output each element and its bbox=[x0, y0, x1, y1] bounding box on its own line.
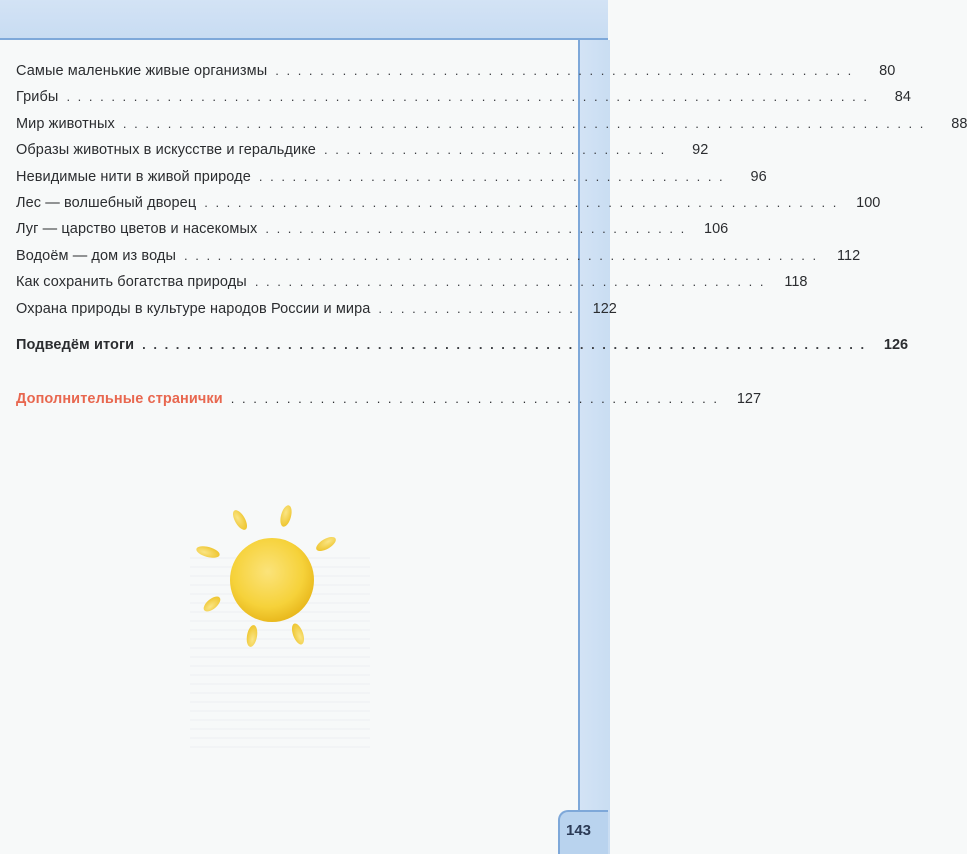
toc-entry[interactable] bbox=[16, 58, 896, 84]
toc-leader-dots: . . . . . . . . . . . . . . . . . . . . . . . . . . . . . . . . . . . . . . . . . . . . . . . . . . . . . . . . . . . . . . . . . bbox=[142, 336, 867, 352]
toc-entry-page: 88 bbox=[951, 115, 967, 132]
toc-entry-title: Как сохранить богатства природы bbox=[16, 274, 247, 291]
toc-leader-dots: . . . . . . . . . . . . . . . . . . . . . . . . . . . . . . . . . . . . . . . . . . . . . . . . . . . . . . . . . bbox=[204, 194, 839, 210]
toc-entry-title: Охрана природы в культуре народов России и мира bbox=[16, 300, 371, 317]
toc-entry-extra[interactable] bbox=[16, 386, 762, 412]
toc-entry[interactable] bbox=[16, 269, 808, 295]
toc-entry[interactable] bbox=[16, 111, 967, 137]
toc-leader-dots: . . . . . . . . . . . . . . . . . . . . . . . . . . . . . . . . . . . . . . . . . . . . bbox=[230, 391, 720, 407]
toc-entry-title: Мир животных bbox=[16, 115, 115, 132]
toc-entry-title: Самые маленькие живые организмы bbox=[16, 63, 268, 79]
toc-entry-title: Луг — царство цветов и насекомых bbox=[16, 221, 258, 238]
toc-entry-page: 118 bbox=[784, 274, 808, 291]
toc-leader-dots: . . . . . . . . . . . . . . . . . . . . . . . . . . . . . . . . . . . . . . . . . . . . . . . . . . . . bbox=[275, 63, 854, 78]
toc-leader-dots: . . . . . . . . . . . . . . . . . . . . . . . . . . . . . . . . . . . . . . . . . . . . . . . . . . . . . . . . . . . . . . . . . . . . . . . . bbox=[66, 89, 869, 105]
toc-entry-page: 106 bbox=[704, 221, 729, 238]
toc-entry-title: Подведём итоги bbox=[16, 336, 135, 353]
top-color-band bbox=[0, 0, 608, 40]
toc-leader-dots: . . . . . . . . . . . . . . . . . . . . . . . . . . . . . . . . . . . . . . . . . . . . . . . . . . . . . . . . . bbox=[184, 247, 819, 263]
toc-leader-dots: . . . . . . . . . . . . . . . . . . . . . . . . . . . . . . . . . . . . . . . . . . . . . . bbox=[254, 274, 766, 290]
toc-entry-page: 112 bbox=[837, 247, 861, 264]
toc-entry-page: 84 bbox=[894, 89, 911, 106]
toc-entry[interactable] bbox=[16, 164, 767, 190]
toc-entry[interactable] bbox=[16, 216, 729, 242]
toc-entry-page: 127 bbox=[736, 391, 762, 408]
toc-entry[interactable] bbox=[16, 137, 709, 163]
toc-entry-page: 122 bbox=[592, 300, 617, 317]
toc-entry-page: 100 bbox=[856, 194, 881, 211]
toc-entry[interactable] bbox=[16, 296, 617, 322]
toc-entry-page: 80 bbox=[879, 63, 896, 79]
toc-entry-page: 126 bbox=[883, 336, 909, 353]
toc-entry-title: Лес — волшебный дворец bbox=[16, 194, 197, 211]
toc-leader-dots: . . . . . . . . . . . . . . . . . . . . . . . . . . . . . . . . . . . . . . bbox=[265, 221, 687, 237]
toc-leader-dots: . . . . . . . . . . . . . . . . . . . . . . . . . . . . . . . . . . . . . . . . . . . . . . . . . . . . . . . . . . . . . . . . . . . . . . . . bbox=[122, 115, 926, 131]
sun-icon bbox=[190, 500, 360, 670]
toc-entry-title: Водоём — дом из воды bbox=[16, 247, 176, 264]
toc-entry-page: 92 bbox=[692, 142, 709, 159]
toc-entry[interactable] bbox=[16, 243, 861, 269]
toc-entry-title: Дополнительные странички bbox=[16, 391, 223, 408]
toc-entry[interactable] bbox=[16, 84, 911, 110]
toc-leader-dots: . . . . . . . . . . . . . . . . . . . . . . . . . . . . . . . . . . . . . . . . . . bbox=[258, 168, 725, 184]
toc-entry-title: Невидимые нити в живой природе bbox=[16, 168, 251, 185]
toc-entry-summary[interactable] bbox=[16, 332, 909, 358]
table-of-contents bbox=[16, 58, 967, 413]
toc-entry-page: 96 bbox=[750, 168, 767, 185]
toc-entry-title: Образы животных в искусстве и геральдике bbox=[16, 142, 316, 159]
toc-entry-title: Грибы bbox=[16, 89, 59, 106]
toc-leader-dots: . . . . . . . . . . . . . . . . . . . . . . . . . . . . . . . bbox=[323, 142, 667, 158]
toc-leader-dots: . . . . . . . . . . . . . . . . . . bbox=[378, 300, 575, 316]
page-number: 143 bbox=[566, 822, 592, 839]
toc-entry[interactable] bbox=[16, 190, 881, 216]
